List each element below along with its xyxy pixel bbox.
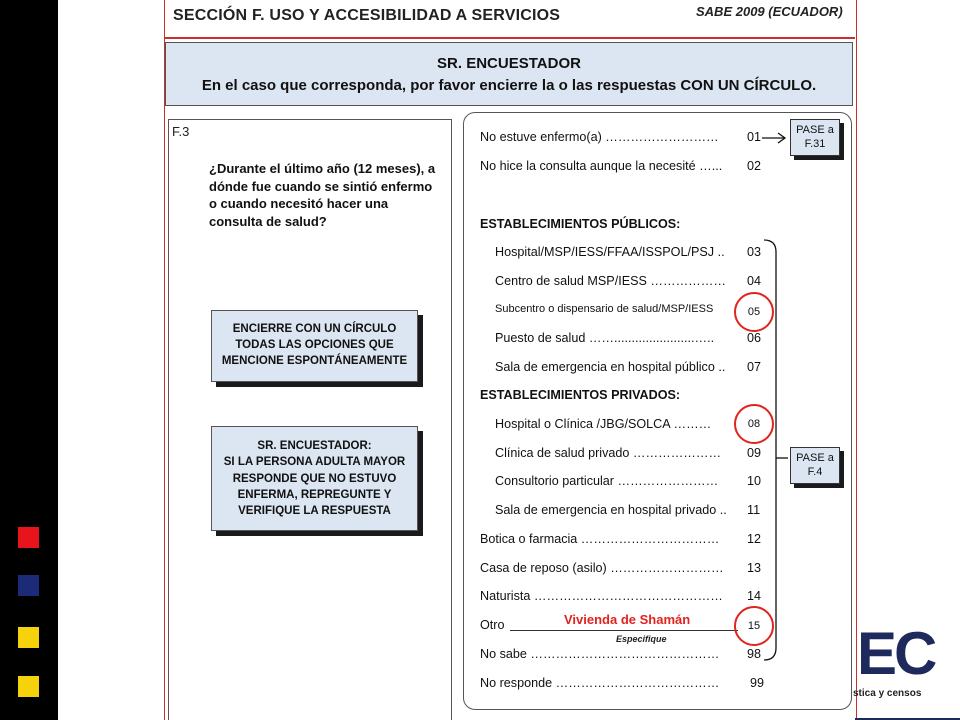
header-divider xyxy=(164,37,855,39)
option-code[interactable]: 09 xyxy=(747,446,762,460)
circled-answer[interactable]: 15 xyxy=(734,606,774,646)
specify-line xyxy=(510,630,738,631)
circle-all-note-text: ENCIERRE CON UN CÍRCULO TODAS LAS OPCIONES QUE MENCIONE ESPONTÁNEAMENTE xyxy=(221,323,408,367)
instruction-body: En el caso que corresponda, por favor encierre la o las respuestas CON UN CÍRCULO. xyxy=(201,77,817,94)
skip-f4-box xyxy=(790,447,840,484)
option-label: Otro xyxy=(480,618,505,632)
option-code[interactable]: 99 xyxy=(750,676,765,690)
option-code[interactable]: 04 xyxy=(747,274,762,288)
circled-answer[interactable]: 08 xyxy=(734,404,774,444)
option-label: Consultorio particular …………………… xyxy=(495,474,719,488)
rephrase-note xyxy=(211,426,418,531)
option-label: Clínica de salud privado ………………… xyxy=(495,446,722,460)
specify-label: Especifique xyxy=(616,634,667,644)
option-label: Casa de reposo (asilo) ……………………… xyxy=(480,561,724,575)
rephrase-note-title: SR. ENCUESTADOR: xyxy=(257,440,372,452)
option-label: No responde ………………………………… xyxy=(480,676,720,690)
option-code[interactable]: 03 xyxy=(747,245,762,259)
public-header: ESTABLECIMIENTOS PÚBLICOS: xyxy=(480,217,681,231)
option-code[interactable]: 98 xyxy=(747,647,762,661)
question-text: ¿Durante el último año (12 meses), a dónde fue cuando se sintió enfermo o cuando necesitó hacer una consulta de salud? xyxy=(209,161,436,229)
option-label: Hospital/MSP/IESS/FFAA/ISSPOL/PSJ .. xyxy=(495,245,725,259)
yellow-square xyxy=(18,627,39,648)
option-code[interactable]: 14 xyxy=(747,589,762,603)
yellow-square xyxy=(18,676,39,697)
option-code[interactable]: 01 xyxy=(747,130,762,144)
option-label: No estuve enfermo(a) ……………………… xyxy=(480,130,719,144)
option-label: No hice la consulta aunque la necesité …... xyxy=(480,159,723,173)
instruction-box xyxy=(165,42,853,106)
skip-f31-box xyxy=(790,119,840,156)
private-header: ESTABLECIMIENTOS PRIVADOS: xyxy=(480,388,681,402)
section-title: SECCIÓN F. USO Y ACCESIBILIDAD A SERVICIOS xyxy=(173,7,561,24)
option-label: Sala de emergencia en hospital público .. xyxy=(495,360,726,374)
handwritten-answer[interactable]: Vivienda de Shamán xyxy=(564,612,691,627)
skip-arrow-icon xyxy=(760,128,790,148)
option-code[interactable]: 11 xyxy=(747,503,761,517)
option-label: Subcentro o dispensario de salud/MSP/IESS xyxy=(495,303,714,315)
question-code: F.3 xyxy=(172,124,190,139)
option-code[interactable]: 02 xyxy=(747,159,762,173)
option-code[interactable]: 13 xyxy=(747,561,762,575)
option-label: Centro de salud MSP/IESS ……………… xyxy=(495,274,726,288)
logo-subtitle: stica y censos xyxy=(853,688,922,699)
option-label: Puesto de salud …….......................….. xyxy=(495,331,715,345)
red-square xyxy=(18,527,39,548)
option-label: Sala de emergencia en hospital privado .. xyxy=(495,503,727,517)
survey-tag: SABE 2009 (ECUADOR) xyxy=(696,4,843,19)
circle-all-note xyxy=(211,310,418,382)
skip-f4-text: PASE a F.4 xyxy=(796,452,834,478)
left-color-bar xyxy=(0,0,58,720)
instruction-title: SR. ENCUESTADOR xyxy=(437,55,581,72)
option-code[interactable]: 10 xyxy=(747,474,762,488)
bracket-icon xyxy=(762,238,792,688)
option-label: Botica o farmacia …………………………… xyxy=(480,532,720,546)
option-label: Naturista ……………………………………… xyxy=(480,589,723,603)
blue-square xyxy=(18,575,39,596)
option-label: Hospital o Clínica /JBG/SOLCA ……… xyxy=(495,417,712,431)
option-code[interactable]: 12 xyxy=(747,532,762,546)
logo: EC xyxy=(857,620,935,687)
option-label: No sabe ……………………………………… xyxy=(480,647,720,661)
circled-answer[interactable]: 05 xyxy=(734,292,774,332)
rephrase-note-body: SI LA PERSONA ADULTA MAYOR RESPONDE QUE NO ESTUVO ENFERMA, REPREGUNTE Y VERIFIQUE LA RESPUESTA xyxy=(223,456,406,518)
option-code[interactable]: 07 xyxy=(747,360,762,374)
skip-f31-text: PASE a F.31 xyxy=(796,124,834,150)
option-code[interactable]: 06 xyxy=(747,331,762,345)
